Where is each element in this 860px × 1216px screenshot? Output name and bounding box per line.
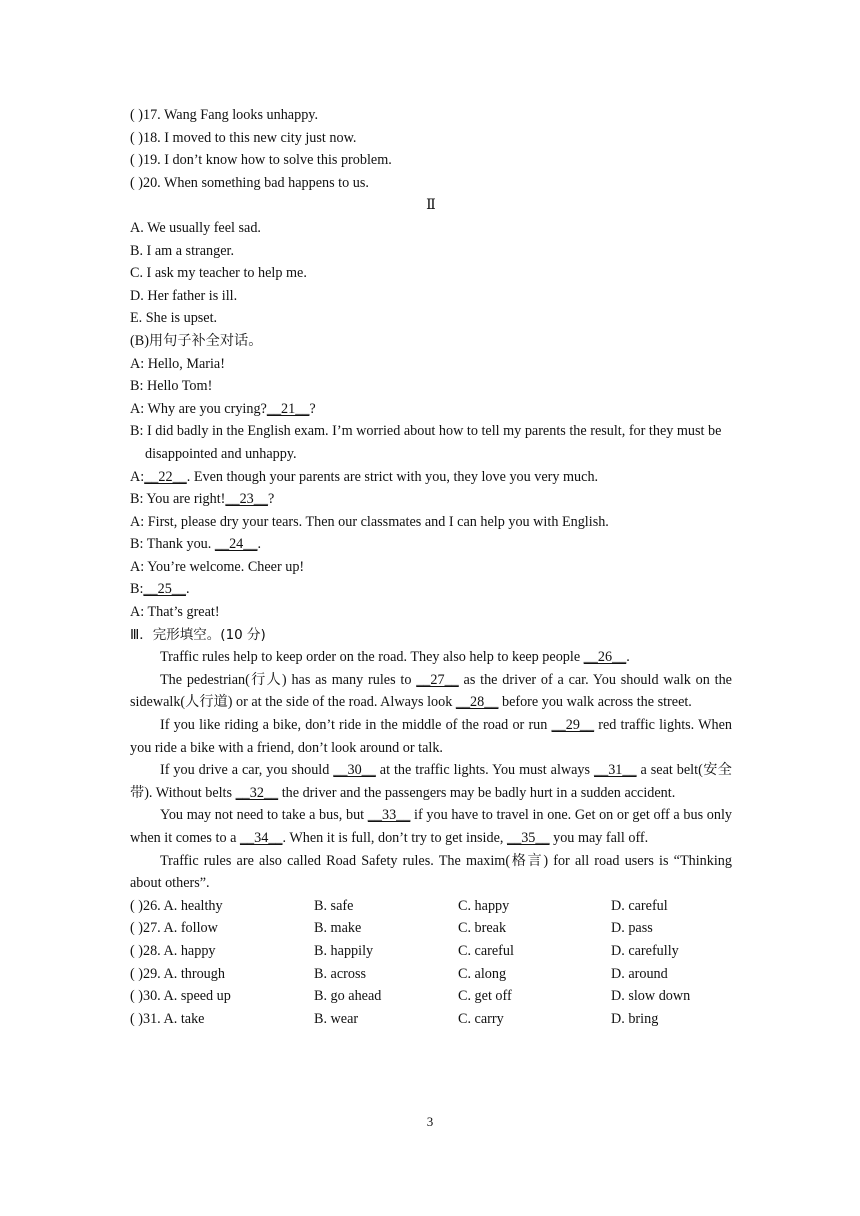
option-c: C. careful	[458, 942, 514, 959]
dialogue-line	[130, 578, 732, 601]
passage-text: a seat belt(安全带). Without belts	[130, 762, 732, 801]
option-d: D. bring	[611, 1010, 659, 1027]
option-row-29	[130, 963, 732, 986]
part-b-heading: (B)用句子补全对话。	[130, 332, 263, 349]
option-b: B. make	[314, 920, 362, 937]
cloze-passage	[130, 646, 732, 895]
dialogue-text: ?	[267, 491, 275, 508]
option-b: B. wear	[314, 1010, 359, 1027]
option-row-27	[130, 917, 732, 940]
passage-text: the driver and the passengers may be badly hurt in a sudden accident.	[278, 784, 676, 801]
passage-paragraph: Traffic rules are also called Road Safety rules. The maxim(格言) for all road users is “Thinking about others”.	[130, 852, 732, 892]
question-19: ( )19. I don’t know how to solve this problem.	[130, 152, 392, 169]
option-c: C. break	[458, 920, 507, 937]
blank-24: __24__	[214, 536, 258, 553]
answer-c: C. I ask my teacher to help me.	[130, 265, 307, 282]
passage-text: before you walk across the street.	[498, 694, 692, 711]
question-20: ( )20. When something bad happens to us.	[130, 174, 369, 191]
passage-text: red traffic lights. When you ride a bike with a friend, don’t look around or talk.	[130, 717, 732, 756]
option-row-26	[130, 895, 732, 918]
dialogue-line: A: That’s great!	[130, 604, 220, 621]
passage-paragraph	[130, 646, 732, 669]
option-b: B. go ahead	[314, 988, 382, 1005]
passage-text: as the driver of a car. You should walk on the sidewalk(人行道) or at the side of the road. Always look	[130, 671, 732, 711]
option-b: B. across	[314, 965, 367, 982]
matching-answers	[130, 217, 732, 330]
section-three-heading: Ⅲ．完形填空。(10 分)	[130, 626, 266, 643]
option-c: C. happy	[458, 897, 510, 914]
dialogue-line	[130, 533, 732, 556]
option-d: D. carefully	[611, 942, 679, 959]
passage-text: Traffic rules help to keep order on the road. They also help to keep people	[160, 649, 584, 666]
options-table	[130, 895, 732, 1031]
passage-text: if you have to travel in one. Get on or get off a bus only when it comes to a	[130, 807, 732, 846]
dialogue	[130, 353, 732, 624]
passage-text: you may fall off.	[549, 830, 649, 846]
option-c: C. along	[458, 965, 507, 982]
dialogue-line: A: You’re welcome. Cheer up!	[130, 558, 305, 575]
blank-31: __31__	[594, 762, 637, 779]
option-d: D. careful	[611, 897, 668, 914]
blank-25: __25__	[143, 581, 186, 598]
passage-paragraph	[130, 759, 732, 804]
question-number-28: ( )28. A. happy	[130, 942, 216, 959]
dialogue-text: .	[257, 536, 261, 553]
blank-29: __29__	[551, 717, 595, 734]
question-number-29: ( )29. A. through	[130, 965, 225, 982]
blank-21: __21__	[266, 400, 310, 417]
question-number-27: ( )27. A. follow	[130, 920, 218, 937]
option-b: B. happily	[314, 942, 374, 959]
dialogue-line: B: I did badly in the English exam. I’m worried about how to tell my parents the result, for they must be disappointed and unhappy.	[130, 423, 722, 462]
question-number-26: ( )26. A. healthy	[130, 897, 223, 914]
question-number-31: ( )31. A. take	[130, 1010, 205, 1027]
passage-paragraph	[130, 714, 732, 759]
blank-28: __28__	[455, 694, 499, 711]
option-row-30	[130, 985, 732, 1008]
dialogue-line: A: First, please dry your tears. Then our classmates and I can help you with English.	[130, 513, 609, 530]
blank-34: __34__	[239, 830, 283, 846]
answer-a: A. We usually feel sad.	[130, 219, 261, 236]
dialogue-text: A: Why are you crying?	[130, 400, 267, 417]
dialogue-text: B: You are right!	[130, 491, 226, 508]
blank-32: __32__	[235, 784, 279, 801]
option-d: D. slow down	[611, 988, 691, 1005]
blank-23: __23__	[225, 491, 268, 508]
dialogue-text: . Even though your parents are strict with you, they love you very much.	[186, 468, 599, 485]
passage-text: The pedestrian(行人) has as many rules to	[160, 671, 417, 688]
passage-text: .	[626, 649, 630, 666]
dialogue-text: B:	[130, 581, 144, 598]
passage-paragraph	[130, 669, 732, 714]
answer-d: D. Her father is ill.	[130, 287, 238, 304]
question-17: ( )17. Wang Fang looks unhappy.	[130, 107, 319, 123]
exam-page	[130, 104, 732, 1030]
column-two-heading: Ⅱ	[426, 197, 436, 214]
option-d: D. around	[611, 965, 668, 982]
dialogue-text: A:	[130, 468, 145, 485]
blank-22: __22__	[144, 468, 187, 485]
option-d: D. pass	[611, 920, 653, 937]
dialogue-line	[130, 488, 732, 511]
option-c: C. get off	[458, 988, 512, 1005]
dialogue-line: B: Hello Tom!	[130, 378, 213, 395]
option-c: C. carry	[458, 1010, 504, 1027]
page-number: 3	[426, 1114, 434, 1129]
option-row-28	[130, 940, 732, 963]
dialogue-text: ?	[309, 400, 316, 417]
answer-b: B. I am a stranger.	[130, 242, 235, 259]
blank-33: __33__	[367, 807, 411, 824]
option-b: B. safe	[314, 897, 354, 914]
blank-35: __35__	[507, 830, 550, 846]
passage-text: at the traffic lights. You must always	[375, 762, 595, 779]
passage-text: If you like riding a bike, don’t ride in the middle of the road or run	[160, 717, 552, 734]
passage-text: You may not need to take a bus, but	[160, 807, 368, 824]
passage-paragraph	[130, 804, 732, 849]
dialogue-text: .	[185, 581, 190, 598]
dialogue-line	[130, 466, 732, 489]
answer-e: E. She is upset.	[130, 310, 218, 327]
blank-26: __26__	[583, 649, 627, 666]
option-row-31	[130, 1008, 732, 1031]
blank-30: __30__	[333, 762, 376, 779]
dialogue-text: B: Thank you.	[130, 536, 215, 553]
question-number-30: ( )30. A. speed up	[130, 988, 231, 1005]
dialogue-line	[130, 398, 732, 421]
matching-questions	[130, 104, 732, 194]
dialogue-line: A: Hello, Maria!	[130, 355, 225, 372]
passage-text: . When it is full, don’t try to get inside,	[282, 830, 507, 846]
blank-27: __27__	[416, 671, 459, 688]
question-18: ( )18. I moved to this new city just now.	[130, 129, 357, 146]
passage-text: If you drive a car, you should	[160, 762, 334, 779]
